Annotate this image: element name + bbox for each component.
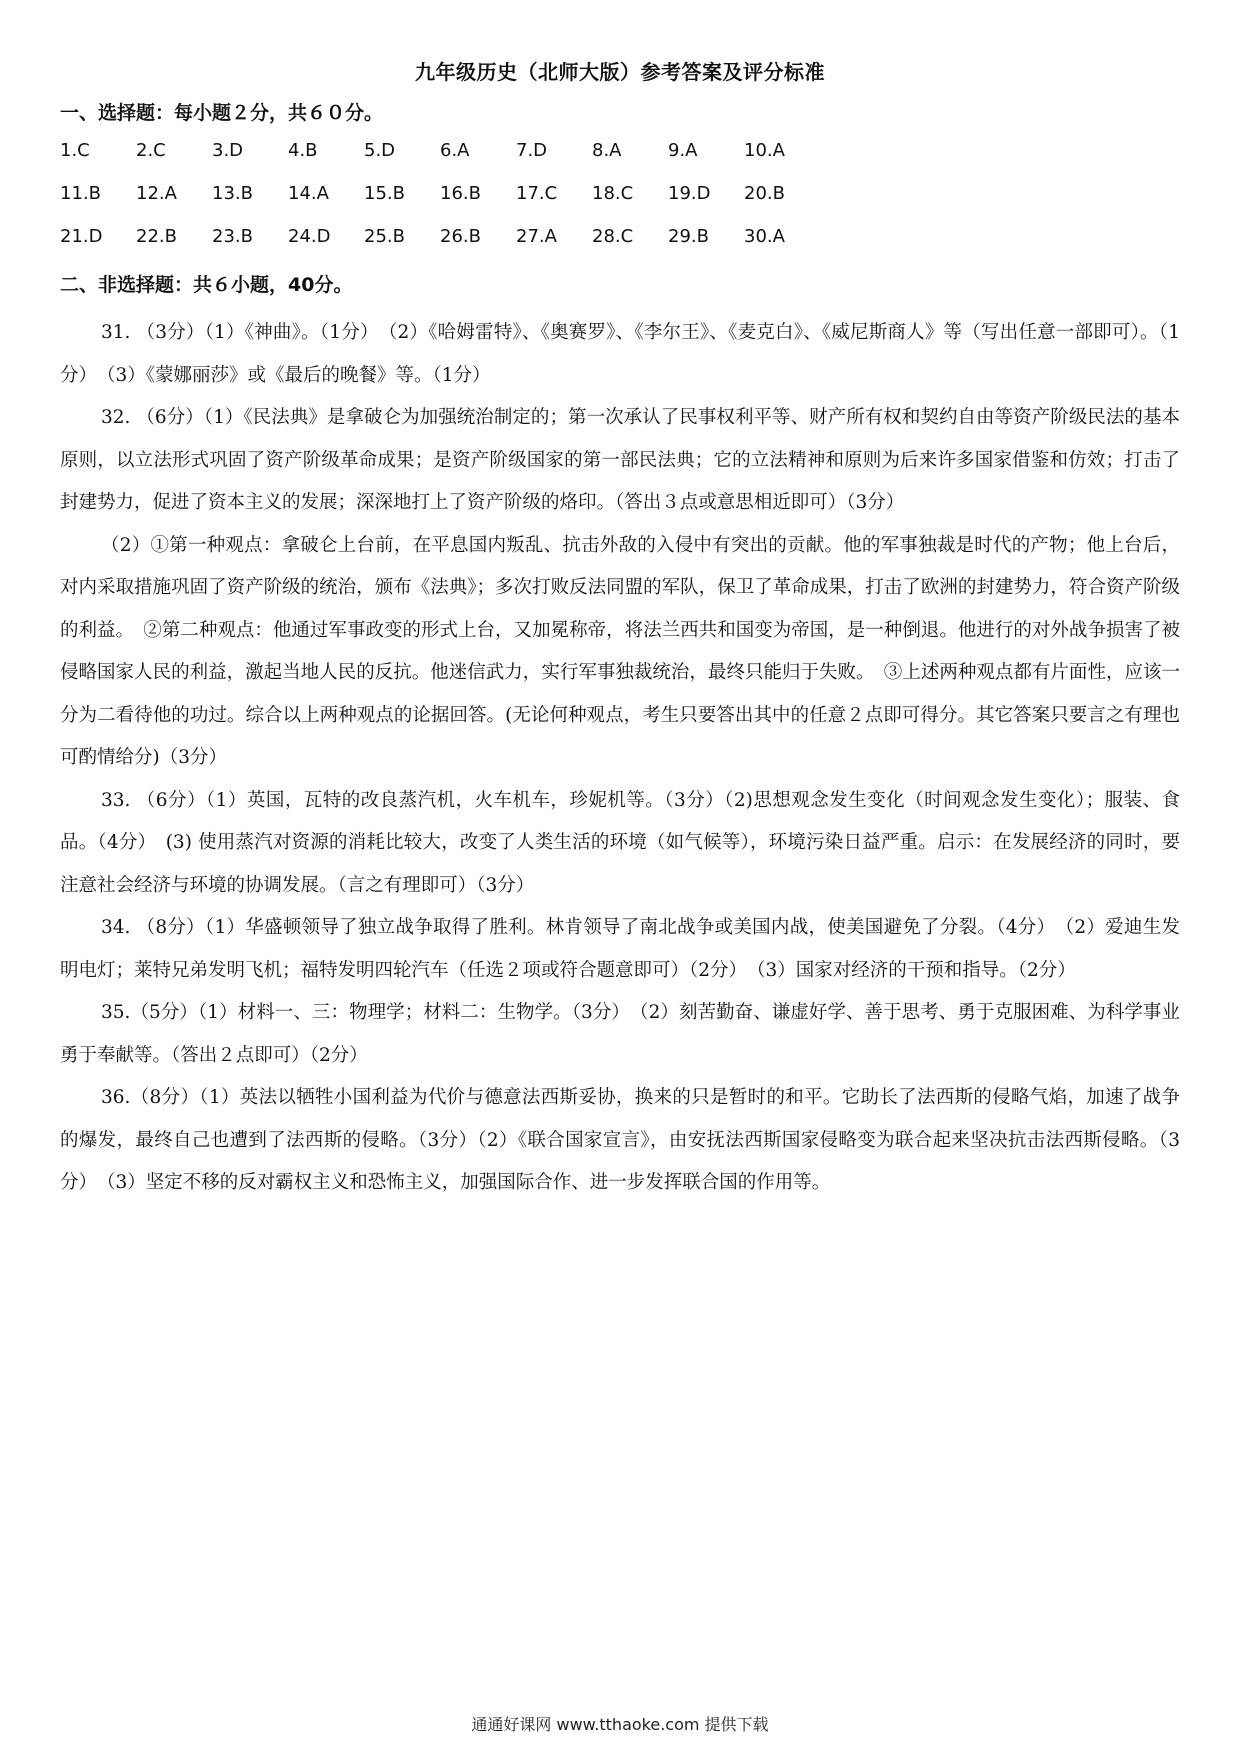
choice-answer: 26.B (440, 226, 481, 247)
answer-q32-part2: （2）①第一种观点：拿破仑上台前，在平息国内叛乱、抗击外敌的入侵中有突出的贡献。他的军事独裁是时代的产物；他上台后，对内采取措施巩固了资产阶级的统治，颁布《法典》；多次打败反法同盟的军队，保卫了革命成果，打击了欧洲的封建势力，符合资产阶级的利益。 ②第二种观点：他通过军事政变的形式上台，又加冕称帝，将法兰西共和国变为帝国，是一种倒退。他进行的对外战争损害了被侵略国家人民的利益，激起当地人民的反抗。他迷信武力，实行军事独裁统治，最终只能归于失败。 ③上述两种观点都有片面性，应该一分为二看待他的功过。综合以上两种观点的论据回答。(无论何种观点，考生只要答出其中的任意２点即可得分。其它答案只要言之有理也可酌情给分)（3分） (60, 534, 1180, 768)
choice-answer: 15.B (364, 183, 405, 204)
choice-answer: 27.A (516, 226, 557, 247)
choice-answer: 29.B (668, 226, 709, 247)
choice-answer: 13.B (212, 183, 253, 204)
page-footer: 通通好课网 www.tthaoke.com 提供下载 (471, 1715, 769, 1734)
choice-answer: 14.A (288, 183, 329, 204)
choice-answer: 17.C (516, 183, 558, 204)
choice-row (60, 140, 1180, 183)
section-heading-open: 二、非选择题：共６小题，40分。 (60, 274, 353, 296)
choice-answer: 25.B (364, 226, 405, 247)
choice-answer: 21.D (60, 226, 103, 247)
open-answers (60, 312, 1180, 1205)
choice-answer: 18.C (592, 183, 634, 204)
choice-answer: 23.B (212, 226, 253, 247)
choice-answer: 11.B (60, 183, 101, 204)
answer-q34: 34. （8分）（1）华盛顿领导了独立战争取得了胜利。林肯领导了南北战争或美国内战，使美国避免了分裂。（4分） （2）爱迪生发明电灯；莱特兄弟发明飞机；福特发明四轮汽车（任选２项或符合题意即可）（2分） （3）国家对经济的干预和指导。（2分） (60, 917, 1180, 981)
choice-answer: 2.C (136, 140, 166, 161)
choice-answer: 12.A (136, 183, 177, 204)
choice-answer-grid (60, 140, 1180, 269)
choice-answer: 16.B (440, 183, 481, 204)
choice-answer: 8.A (592, 140, 622, 161)
choice-answer: 20.B (744, 183, 785, 204)
answer-q35: 35.（5分）（1）材料一、三：物理学；材料二：生物学。（3分） （2）刻苦勤奋、谦虚好学、善于思考、勇于克服困难、为科学事业勇于奉献等。（答出２点即可）（2分） (60, 1002, 1180, 1066)
choice-answer: 19.D (668, 183, 711, 204)
answer-q31: 31. （3分）（1）《神曲》。（1分） （2）《哈姆雷特》、《奥赛罗》、《李尔王》、《麦克白》、《威尼斯商人》等（写出任意一部即可）。（1分） （3）《蒙娜丽莎》或《最后的晚餐》等。（1分） (60, 322, 1180, 386)
choice-answer: 7.D (516, 140, 548, 161)
choice-answer: 22.B (136, 226, 177, 247)
choice-answer: 24.D (288, 226, 331, 247)
choice-answer: 6.A (440, 140, 470, 161)
choice-answer: 10.A (744, 140, 785, 161)
choice-row (60, 226, 1180, 269)
choice-answer: 9.A (668, 140, 698, 161)
choice-answer: 4.B (288, 140, 318, 161)
answer-q36: 36.（8分）（1）英法以牺牲小国利益为代价与德意法西斯妥协，换来的只是暂时的和平。它助长了法西斯的侵略气焰，加速了战争的爆发，最终自己也遭到了法西斯的侵略。（3分）（2）《联合国家宣言》，由安抚法西斯国家侵略变为联合起来坚决抗击法西斯侵略。（3分） （3）坚定不移的反对霸权主义和恐怖主义，加强国际合作、进一步发挥联合国的作用等。 (60, 1087, 1180, 1193)
choice-answer: 3.D (212, 140, 244, 161)
choice-answer: 28.C (592, 226, 634, 247)
choice-answer: 30.A (744, 226, 785, 247)
page-title: 九年级历史（北师大版）参考答案及评分标准 (415, 60, 825, 84)
choice-row (60, 183, 1180, 226)
section-heading-choice: 一、选择题：每小题２分，共６０分。 (60, 102, 384, 124)
choice-answer: 1.C (60, 140, 90, 161)
answer-q32-part1: 32. （6分）（1）《民法典》是拿破仑为加强统治制定的；第一次承认了民事权利平等、财产所有权和契约自由等资产阶级民法的基本原则，以立法形式巩固了资产阶级革命成果；是资产阶级国家的第一部民法典；它的立法精神和原则为后来许多国家借鉴和仿效；打击了封建势力，促进了资本主义的发展；深深地打上了资产阶级的烙印。（答出３点或意思相近即可）（3分） (60, 407, 1180, 513)
choice-answer: 5.D (364, 140, 396, 161)
answer-q33: 33. （6分）（1）英国，瓦特的改良蒸汽机，火车机车，珍妮机等。（3分）（2)思想观念发生变化（时间观念发生变化）；服装、食品。（4分） (3) 使用蒸汽对资源的消耗比较大，改变了人类生活的环境（如气候等），环境污染日益严重。启示：在发展经济的同时，要注意社会经济与环境的协调发展。（言之有理即可）（3分） (60, 789, 1180, 896)
